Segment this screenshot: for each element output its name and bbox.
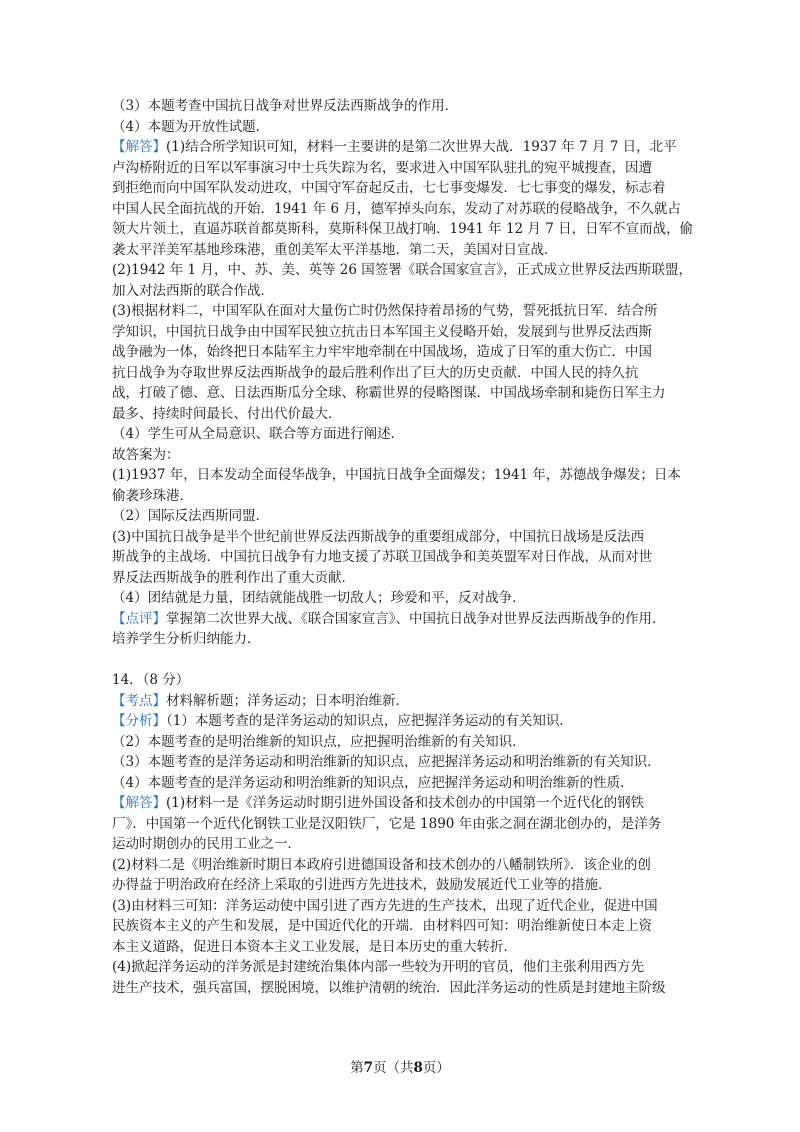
text-line: 故答案为： bbox=[112, 446, 180, 463]
text-line: （3）本题考查的是洋务运动和明治维新的知识点，应把握洋务运动和明治维新的有关知识． bbox=[112, 754, 661, 770]
question-14-answer-first-line bbox=[112, 793, 696, 814]
text-line: 战争融为一体，始终把日本陆军主力牢牢地牵制在中国战场，造成了日军的重大伤亡．中国 bbox=[112, 344, 652, 360]
question-14-answer bbox=[112, 814, 696, 999]
answer-text: (1)材料一是《洋务运动时期引进外国设备和技术创办的中国第一个近代化的钢铁 bbox=[166, 795, 645, 811]
question-14-heading: 14．（8 分） bbox=[112, 672, 190, 688]
text-line: (1)1937 年，日本发动全面侵华战争，中国抗日战争全面爆发；1941 年，苏德战争爆发；日本 bbox=[112, 467, 681, 483]
text-line: (3)根据材料二，中国军队在面对大量伤亡时仍然保持着昂扬的气势，誓死抵抗日军．结合所 bbox=[112, 303, 658, 319]
text-line: 战，打破了德、意、日法西斯瓜分全球、称霸世界的侵略图谋．中国战场牵制和毙伤日军主力 bbox=[112, 385, 666, 401]
comment-tag: 【点评】 bbox=[112, 610, 166, 627]
text-line: (3)由材料三可知：洋务运动使中国引进了西方先进的生产技术，出现了近代企业，促进中国 bbox=[112, 897, 658, 914]
text-line: 卢沟桥附近的日军以军事演习中士兵失踪为名，要求进入中国军队驻扎的宛平城搜查，因遭 bbox=[112, 159, 652, 176]
question-13-analysis-tail bbox=[112, 96, 696, 137]
text-line: 界反法西斯战争的胜利作出了重大贡献． bbox=[112, 569, 355, 586]
text-line: 中国人民全面抗战的开始．1941 年 6 月，德军掉头向东，发动了对苏联的侵略战争，不久就占 bbox=[112, 200, 681, 217]
footer-middle: 页（共 bbox=[373, 1060, 414, 1076]
question-14-kaodian bbox=[112, 691, 696, 712]
text-line: 办得益于明治政府在经济上采取的引进西方先进技术，鼓励发展近代工业等的措施． bbox=[112, 877, 612, 893]
kaodian-tag: 【考点】 bbox=[112, 692, 166, 709]
question-14-fenxi-lines bbox=[112, 732, 696, 794]
footer-page-number: 7 bbox=[363, 1060, 373, 1076]
question-14-fenxi bbox=[112, 711, 696, 732]
answer-tag: 【解答】 bbox=[112, 139, 166, 155]
text-line: 民族资本主义的产生和发展，是中国近代化的开端．由材料四可知：明治维新使日本走上资 bbox=[112, 918, 652, 934]
text-line: 学知识，中国抗日战争由中国军民独立抗击日本军国主义侵略开始，发展到与世界反法西斯 bbox=[112, 323, 652, 340]
text-line: （4）学生可从全局意识、联合等方面进行阐述． bbox=[112, 426, 405, 442]
text-line: 运动时期创办的民用工业之一． bbox=[112, 836, 301, 852]
text-line: 最多、持续时间最长、付出代价最大． bbox=[112, 405, 342, 422]
text-line: 领大片领土，直逼苏联首都莫斯科，莫斯科保卫战打响．1941 年 12 月 7 日，日军不宣而战，偷 bbox=[112, 221, 694, 237]
fenxi-tag: 【分析】 bbox=[112, 713, 166, 729]
question-13-comment-continuation: 培养学生分析归纳能力． bbox=[112, 631, 261, 647]
text-line: (3)中国抗日战争是半个世纪前世界反法西斯战争的重要组成部分，中国抗日战场是反法西 bbox=[112, 528, 645, 545]
text-line: 斯战争的主战场．中国抗日战争有力地支援了苏联卫国战争和美英盟军对日作战，从而对世 bbox=[112, 549, 652, 565]
text-line: （2）本题考查的是明治维新的知识点，应把握明治维新的有关知识． bbox=[112, 733, 526, 750]
footer-prefix: 第 bbox=[350, 1060, 364, 1076]
text-line: （4）本题考查的是洋务运动和明治维新的知识点，应把握洋务运动和明治维新的性质． bbox=[112, 774, 634, 791]
section-gap bbox=[112, 650, 696, 671]
question-13-comment bbox=[112, 609, 696, 630]
text-line: 抗日战争为夺取世界反法西斯战争的最后胜利作出了巨大的历史贡献．中国人民的持久抗 bbox=[112, 364, 639, 381]
text-line: （2）国际反法西斯同盟． bbox=[112, 508, 270, 524]
text-line: (2)1942 年 1 月，中、苏、美、英等 26 国签署《联合国家宣言》，正式成立世界反法西斯联盟， bbox=[112, 262, 692, 278]
question-13-answer-first-line bbox=[112, 137, 696, 158]
text-line: （4）团结就是力量，团结就能战胜一切敌人；珍爱和平，反对战争． bbox=[112, 590, 526, 606]
text-line: 到拒绝而向中国军队发动进攻，中国守军奋起反击，七七事变爆发．七七事变的爆发，标志着 bbox=[112, 180, 666, 196]
fenxi-text: （1）本题考查的是洋务运动的知识点，应把握洋务运动的有关知识． bbox=[166, 713, 573, 729]
footer-total-pages: 8 bbox=[413, 1060, 423, 1076]
text-line: 本主义道路，促进日本资本主义工业发展，是日本历史的重大转折． bbox=[112, 938, 517, 955]
text-line: 袭太平洋美军基地珍珠港，重创美军太平洋基地．第二天，美国对日宣战． bbox=[112, 241, 558, 258]
text-line: (4)掀起洋务运动的洋务派是封建统治集体内部一些较为开明的官员，他们主张利用西方先 bbox=[112, 959, 645, 975]
text-line: （4）本题为开放性试题． bbox=[112, 118, 270, 135]
footer-suffix: 页） bbox=[422, 1060, 450, 1076]
comment-text: 掌握第二次世界大战、《联合国家宣言》、中国抗日战争对世界反法西斯战争的作用． bbox=[166, 610, 666, 627]
question-13-answer bbox=[112, 158, 696, 609]
page-footer bbox=[0, 1058, 800, 1078]
document-body bbox=[112, 96, 696, 998]
text-line: 加入对法西斯的联合作战． bbox=[112, 282, 274, 299]
text-line: 厂》．中国第一个近代化钢铁工业是汉阳铁厂，它是 1890 年由张之洞在湖北创办的，是洋务 bbox=[112, 815, 662, 832]
text-line: 偷袭珍珠港． bbox=[112, 487, 193, 504]
kaodian-text: 材料解析题；洋务运动；日本明治维新． bbox=[166, 692, 409, 709]
answer-tag: 【解答】 bbox=[112, 795, 166, 811]
text-line: (2)材料二是《明治维新时期日本政府引进德国设备和技术创办的八幡制铁所》．该企业的创 bbox=[112, 856, 651, 873]
text-line: （3）本题考查中国抗日战争对世界反法西斯战争的作用． bbox=[112, 98, 459, 114]
text-line: 进生产技术，强兵富国，摆脱困境，以维护清朝的统治．因此洋务运动的性质是封建地主阶级 bbox=[112, 979, 666, 996]
answer-text: (1)结合所学知识可知，材料一主要讲的是第二次世界大战．1937 年 7 月 7 日，北平 bbox=[166, 139, 677, 155]
